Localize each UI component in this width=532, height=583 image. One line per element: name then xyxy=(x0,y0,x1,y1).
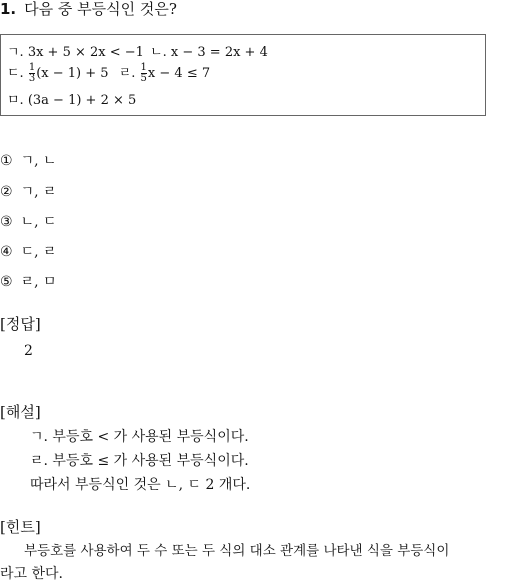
hint-line-2: 라고 한다. xyxy=(0,566,63,582)
fraction-denominator: 5 xyxy=(140,73,147,84)
box-line-2 xyxy=(7,63,210,84)
option-text: ㄷ, ㄹ xyxy=(20,244,57,260)
statement-b: ㄴ. x − 3 = 2x + 4 xyxy=(150,45,268,60)
fraction-numerator: 1 xyxy=(28,62,36,73)
fraction-numerator: 1 xyxy=(140,62,147,73)
option-2[interactable] xyxy=(0,183,57,201)
question-title xyxy=(0,0,177,18)
hint-heading: [힌트] xyxy=(0,518,41,536)
option-text: ㄴ, ㄷ xyxy=(20,214,57,230)
explanation-line-3: 따라서 부등식인 것은 ㄴ, ㄷ 2 개다. xyxy=(30,477,251,493)
question-number: 1. xyxy=(0,0,17,18)
hint-line-1: 부등호를 사용하여 두 수 또는 두 식의 대소 관계를 나타낸 식을 부등식이 xyxy=(24,543,450,559)
answer-heading: [정답] xyxy=(0,315,41,333)
explanation-line-1: ㄱ. 부등호 < 가 사용된 부등식이다. xyxy=(30,429,249,445)
option-5[interactable] xyxy=(0,273,57,291)
fraction-denominator: 3 xyxy=(28,73,36,84)
option-text: ㄱ, ㄴ xyxy=(20,153,57,169)
option-marker: ④ xyxy=(0,244,13,260)
statement-d-label: ㄹ. xyxy=(118,66,136,81)
statement-c-rest: (x − 1) + 5 xyxy=(36,66,109,81)
box-line-3 xyxy=(7,93,136,109)
explanation-heading: [해설] xyxy=(0,403,41,421)
choices-box xyxy=(0,34,486,116)
option-1[interactable] xyxy=(0,152,57,170)
question-text: 다음 중 부등식인 것은? xyxy=(24,0,177,18)
option-marker: ⑤ xyxy=(0,274,13,290)
explanation-line-2: ㄹ. 부등호 ≤ 가 사용된 부등식이다. xyxy=(30,453,249,469)
statement-e: ㅁ. (3a − 1) + 2 × 5 xyxy=(7,93,137,108)
option-3[interactable] xyxy=(0,213,57,231)
option-marker: ③ xyxy=(0,214,13,230)
option-marker: ① xyxy=(0,153,13,169)
answer-value: 2 xyxy=(24,343,33,359)
option-marker: ② xyxy=(0,184,13,200)
statement-a: ㄱ. 3x + 5 × 2x < −1 xyxy=(7,45,144,60)
box-line-1 xyxy=(7,45,268,61)
option-text: ㄱ, ㄹ xyxy=(20,184,57,200)
statement-d-rest: x − 4 ≤ 7 xyxy=(147,66,211,81)
option-text: ㄹ, ㅁ xyxy=(20,274,57,290)
fraction-one-third xyxy=(29,63,35,84)
statement-c-label: ㄷ. xyxy=(7,66,24,81)
fraction-one-fifth xyxy=(141,63,147,84)
option-4[interactable] xyxy=(0,243,57,261)
